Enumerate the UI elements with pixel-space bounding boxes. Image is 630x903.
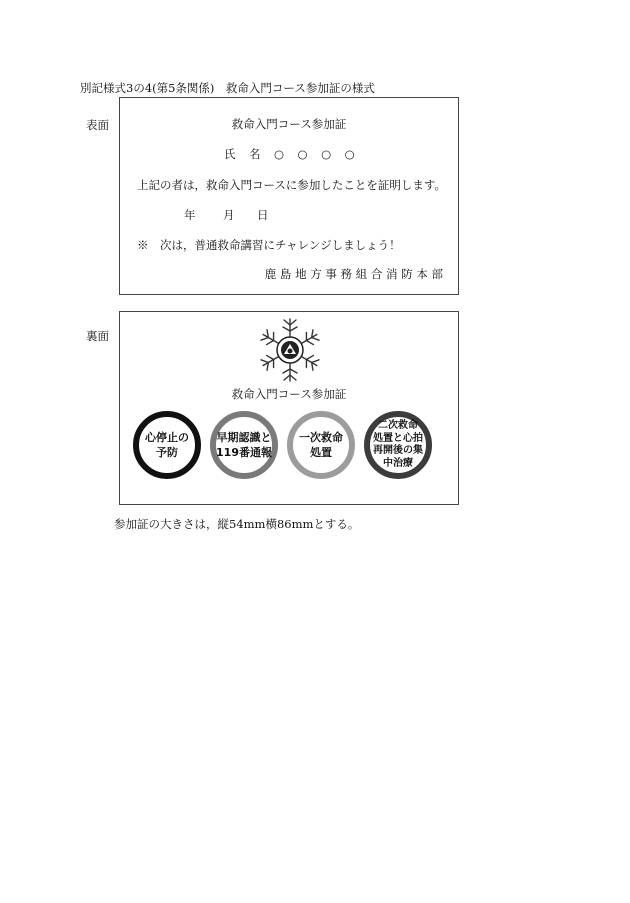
form-heading: 別記様式3の4(第5条関係) 救命入門コース参加証の様式 — [80, 81, 375, 95]
chain-ring-3-label: 一次救命 処置 — [299, 431, 343, 459]
issuer-name: 鹿 島 地 方 事 務 組 合 消 防 本 部 — [264, 267, 443, 281]
fire-department-emblem-icon — [256, 316, 324, 384]
back-side-label: 裏面 — [86, 329, 109, 343]
chain-ring-1-label: 心停止の 予防 — [145, 431, 189, 459]
name-field: 氏 名 ○ ○ ○ ○ — [224, 147, 356, 161]
chain-ring-2-label: 早期認識と 119番通報 — [216, 431, 272, 459]
front-side-label: 表面 — [86, 118, 109, 132]
front-card — [119, 97, 459, 295]
back-card — [119, 311, 459, 505]
certify-text: 上記の者は，救命入門コースに参加したことを証明します。 — [137, 178, 447, 192]
chain-ring-4-label: 二次救命 処置と心拍 再開後の集 中治療 — [373, 420, 423, 469]
back-card-title: 救命入門コース参加証 — [231, 387, 347, 401]
date-day: 日 — [257, 208, 269, 222]
date-year: 年 — [184, 208, 196, 222]
date-month: 月 — [223, 208, 235, 222]
card-size-note: 参加証の大きさは，縦54mm横86mmとする。 — [114, 517, 360, 531]
front-card-title: 救命入門コース参加証 — [231, 117, 347, 131]
chain-of-survival-ring-1 — [133, 411, 201, 479]
chain-of-survival-ring-3 — [287, 411, 355, 479]
chain-of-survival-ring-4 — [364, 411, 432, 479]
chain-of-survival-ring-2 — [210, 411, 278, 479]
next-course-note: ※ 次は，普通救命講習にチャレンジしましょう！ — [137, 238, 401, 252]
